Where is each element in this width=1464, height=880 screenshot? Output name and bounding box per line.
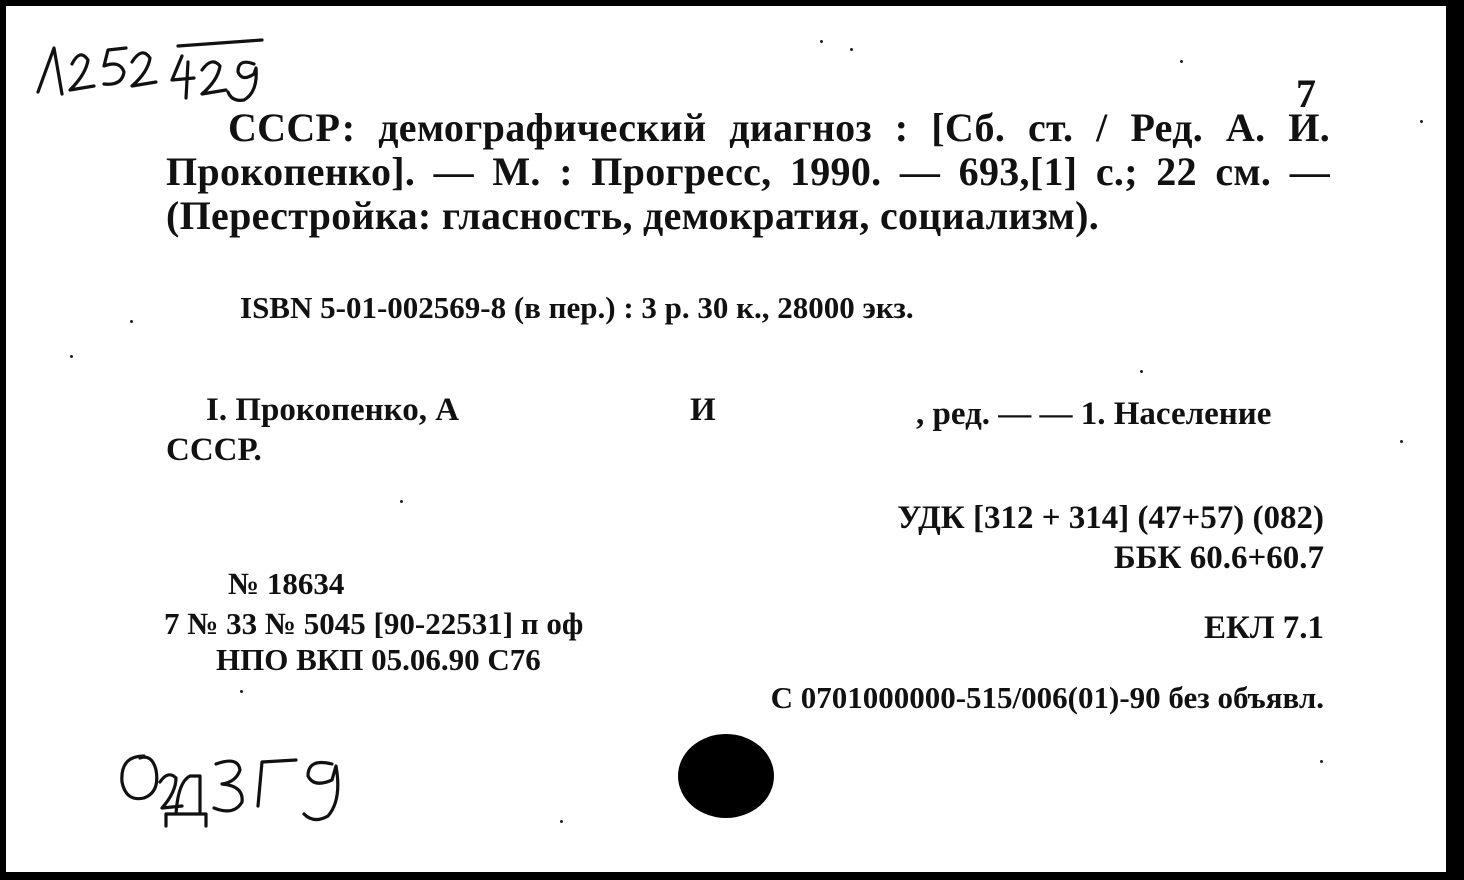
scan-speck: [1420, 120, 1423, 123]
punch-hole: [678, 734, 774, 818]
scan-speck: [1140, 370, 1143, 373]
order-number: № 18634: [228, 566, 345, 601]
index-entry-role: , ред. — — 1. Население: [916, 396, 1272, 432]
scan-speck: [850, 48, 853, 51]
price-code: С 0701000000-515/006(01)-90 без объявл.: [770, 680, 1324, 715]
scan-border-top: [0, 0, 1464, 6]
print-code: 7 № 33 № 5045 [90-22531] п оф: [164, 606, 584, 641]
scan-border-bottom: [0, 872, 1464, 880]
handwritten-shelfmark: [32, 26, 272, 106]
scan-speck: [1180, 60, 1183, 63]
scan-border-left: [0, 0, 6, 880]
scan-speck: [560, 820, 563, 823]
scan-speck: [240, 690, 243, 693]
card-number: 7: [1296, 71, 1316, 116]
scan-speck: [1400, 440, 1403, 443]
bibliographic-description: [166, 106, 1330, 238]
index-entry-initial: И: [690, 392, 716, 428]
scan-speck: [400, 500, 403, 503]
scan-speck: [70, 355, 73, 358]
scan-speck: [130, 320, 133, 323]
scan-border-right: [1446, 0, 1464, 880]
bbk-code: ББК 60.6+60.7: [1113, 540, 1324, 576]
scan-speck: [1320, 760, 1323, 763]
index-entry-name: I. Прокопенко, А: [206, 392, 460, 428]
npo-code: НПО ВКП 05.06.90 С76: [216, 642, 541, 677]
handwritten-inventory-number: [110, 742, 350, 832]
scan-speck: [820, 40, 823, 43]
description-text: СССР: демографический диагноз : [Сб. ст. / Ред. А. И. Прокопенко]. — М. : Прогресс, 1990. — 693,[1] с.; 22 см. — (Перестройка: гласность, демократия, социализм).: [166, 105, 1330, 238]
index-entry-subject: СССР.: [166, 432, 262, 468]
udk-code: УДК [312 + 314] (47+57) (082): [897, 500, 1324, 536]
ekl-code: ЕКЛ 7.1: [1203, 610, 1324, 646]
isbn-price-line: ISBN 5-01-002569-8 (в пер.) : 3 р. 30 к., 28000 экз.: [240, 290, 914, 325]
